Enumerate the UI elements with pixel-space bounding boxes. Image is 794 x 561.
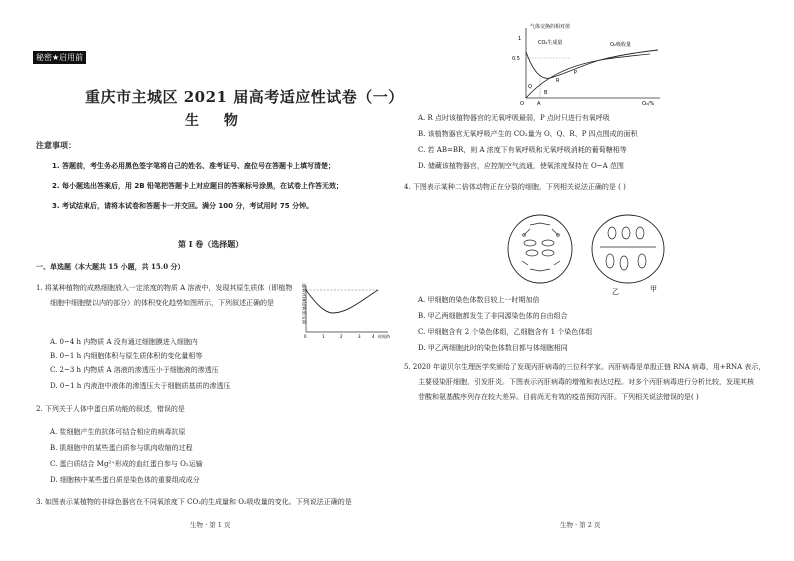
q1-option-c: C. 2~3 h 内物质 A 溶液的渗透压小于细胞液的渗透压	[50, 366, 219, 374]
q4-option-c: C. 甲细胞含有 2 个染色体组，乙细胞含有 1 个染色体组	[418, 328, 593, 336]
tick-label: 2	[340, 334, 343, 339]
q2-option-c: C. 蛋白质结合 Mg²⁺形成的血红蛋白参与 O₂运输	[50, 460, 203, 468]
point-label: B	[544, 90, 548, 96]
notice-heading: 注意事项：	[36, 141, 76, 150]
notice-item: 2. 每小题选出答案后，用 2B 铅笔把答题卡上对应题目的答案标号涂黑，在试卷上作答无效；	[52, 182, 344, 190]
q3-graph-title: 气体交换的相对值	[530, 24, 571, 30]
point-label: P	[574, 70, 578, 76]
secret-badge: 秘密★启用前	[33, 51, 86, 64]
exam-title: 重庆市主城区 2021 届高考适应性试卷（一）	[85, 88, 404, 106]
subject-title: 生 物	[185, 113, 248, 129]
q3-option-d: D. 储藏该植物器官，应控制空气流通，使氧浓度保持在 O~A 范围	[418, 162, 624, 170]
q4-option-b: B. 甲乙两细胞都发生了非同源染色体的自由组合	[418, 312, 568, 320]
section-subtitle: 一、单选题（本大题共 15 小题，共 15.0 分）	[36, 262, 185, 271]
q3-option-a: A. R 点时该植物器官的无氧呼吸最弱，P 点时只进行有氧呼吸	[418, 114, 610, 122]
tick-label: 4	[372, 334, 375, 339]
q1-option-b: B. 0~1 h 内细胞体积与原生质体积的变化量相等	[50, 352, 203, 360]
q3-gas-exchange-graph	[510, 22, 670, 108]
q3-co2-label: CO₂生成量	[538, 40, 563, 46]
page-footer-left: 生物 · 第 1 页	[190, 521, 231, 529]
notice-item: 3. 考试结束后，请将本试卷和答题卡一并交回。满分 100 分，考试用时 75 分钟。	[52, 202, 314, 210]
q5-stem-cont: 苷酸和氨基酸序列存在较大差异。目前尚无有效的疫苗预防丙肝。下列相关说法错误的是( )	[418, 393, 699, 401]
tick-label: 1	[322, 334, 325, 339]
q2-stem: 2. 下列关于人体中蛋白质功能的叙述，错误的是	[36, 405, 185, 413]
q2-option-b: B. 肌细胞中的某些蛋白质参与肌肉收缩的过程	[50, 444, 193, 452]
q2-option-a: A. 浆细胞产生的抗体可结合相应的病毒抗原	[50, 428, 186, 436]
q1-volume-graph	[292, 280, 392, 344]
notice-item: 1. 答题前，考生务必用黑色签字笔将自己的姓名、准考证号、座位号在答题卡上填写清楚；	[52, 162, 335, 170]
q4-cell-diagrams	[500, 205, 690, 295]
tick-label: 0	[304, 334, 307, 339]
point-label: Q	[528, 84, 532, 90]
section-title: 第 I 卷（选择题）	[178, 239, 244, 249]
q3-stem: 3. 如图表示某植物的非绿色器官在不同氧浓度下 CO₂的生成量和 O₂吸收量的变化。下列说法正确的是	[36, 498, 352, 506]
q3-option-b: B. 该植物器官无氧呼吸产生的 CO₂量为 O、Q、R、P 四点围成的面积	[418, 130, 638, 138]
q1-stem: 1. 将某种植物的成熟细胞放入一定浓度的物质 A 溶液中，发现其原生质体（即植物	[36, 284, 293, 292]
q3-o2-label: O₂吸收量	[610, 42, 631, 48]
tick-label: 1	[518, 36, 522, 42]
q5-stem: 5. 2020 年诺贝尔生理医学奖颁给了发现丙肝病毒的三位科学家。丙肝病毒是单股正链 RNA 病毒，用+RNA 表示，	[404, 363, 766, 371]
tick-label: 0.5	[512, 56, 520, 62]
q4-stem: 4. 下图表示某种二倍体动物正在分裂的细胞，下列相关说法正确的是 ( )	[404, 183, 626, 191]
q1-option-a: A. 0~4 h 内物质 A 没有通过细胞膜进入细胞内	[50, 338, 198, 346]
q1-option-d: D. 0~1 h 内液泡中液体的渗透压大于细胞质基质的渗透压	[50, 382, 231, 390]
q3-option-c: C. 若 AB=BR，则 A 浓度下有氧呼吸和无氧呼吸消耗的葡萄糖相等	[418, 146, 627, 154]
q1-stem-cont: 细胞中细胞壁以内的部分）的体积变化趋势如图所示，下列叙述正确的是	[50, 299, 274, 307]
q4-option-d: D. 甲乙两细胞此时的染色体数目都与体细胞相同	[418, 344, 568, 352]
q5-stem-cont: 主要侵染肝细胞，引发肝炎。下图表示丙肝病毒的增殖和表达过程。对多个丙肝病毒进行分析比较，发现其核	[418, 378, 754, 386]
page-footer-right: 生物 · 第 2 页	[560, 521, 601, 529]
tick-label: 3	[358, 334, 361, 339]
point-label: O	[520, 101, 524, 107]
point-label: A	[537, 101, 541, 107]
cell-label-jia: 甲	[650, 285, 657, 293]
q4-option-a: A. 甲细胞的染色体数目较上一时期加倍	[418, 296, 540, 304]
q2-option-d: D. 细胞核中某些蛋白质是染色体的重要组成成分	[50, 476, 200, 484]
point-label: R	[556, 78, 560, 84]
q1-graph-xlabel: 时间/h	[378, 334, 390, 339]
q1-graph-ylabel: 原生质体的相对体积	[303, 283, 308, 324]
cell-label-yi: 乙	[612, 288, 619, 295]
q3-graph-xlabel: O₂/%	[642, 101, 655, 107]
